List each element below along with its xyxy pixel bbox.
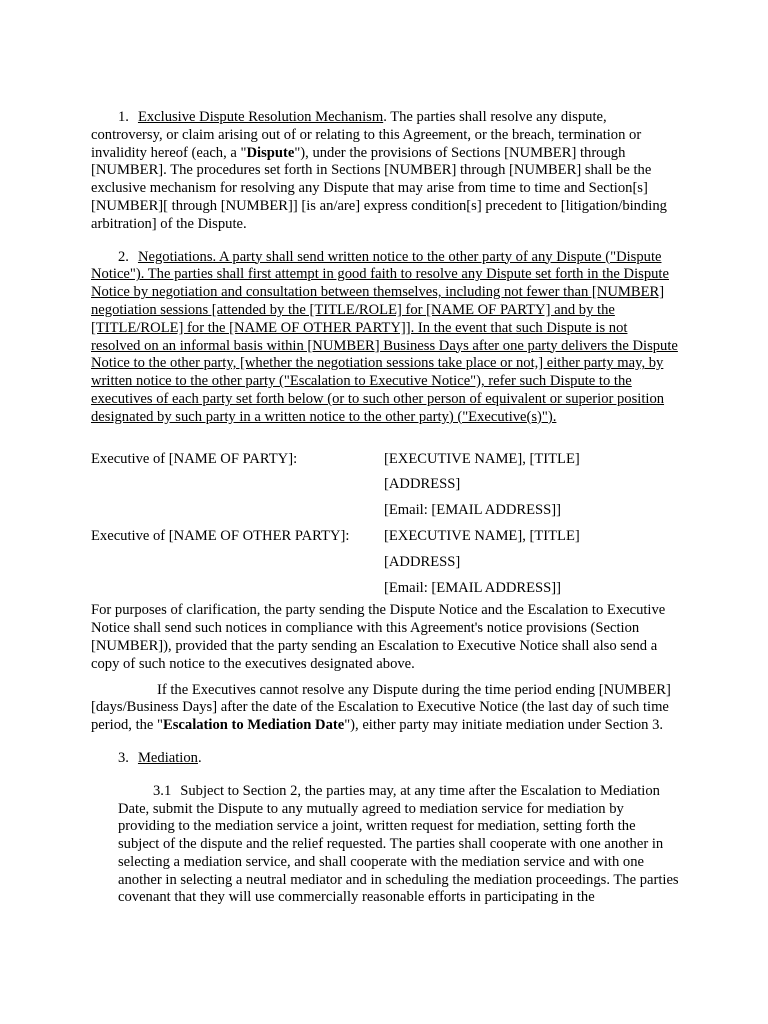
empty-cell bbox=[91, 554, 384, 572]
escalation-text-a: If the Executives cannot resolve any Dispute during the time period ending [NUMBER] [days/Business Days] after the date of the Escalation to Executive Notice (the last day of such time period, the " bbox=[91, 681, 671, 734]
section-3-1-text: Subject to Section 2, the parties may, at any time after the Escalation to Mediation Date, submit the Dispute to any mutually agreed to mediation service for mediation by providing to the mediation service a joint, written request for mediation, setting forth the subject of the dispute and the relief requested. The parties shall cooperate with one another in selecting a mediation service, and shall cooperate with the mediation service and with one another in selecting a neutral mediator and in scheduling the mediation proceedings. The parties covenant that they will use commercially reasonable efforts in participating in the bbox=[118, 782, 679, 906]
escalation-text-b: "), either party may initiate mediation under Section 3. bbox=[344, 717, 664, 734]
executive-2-email: [Email: [EMAIL ADDRESS]] bbox=[384, 579, 561, 596]
section-3-number: 3. bbox=[118, 749, 129, 766]
section-2-paragraph bbox=[91, 249, 679, 427]
executive-1-address: [ADDRESS] bbox=[384, 476, 461, 493]
section-1-paragraph bbox=[91, 109, 679, 234]
executives-table bbox=[91, 451, 679, 598]
executive-1-name-title: [EXECUTIVE NAME], [TITLE] bbox=[384, 450, 580, 467]
section-2-text: Negotiations. A party shall send written notice to the other party of any Dispute ("Dispute Notice"). The parties shall first attempt in good faith to resolve any Dispute set forth in the Dispute Notice by negotiation and consultation between themselves, including not fewer than [NUMBER] negotiation sessions [attended by the [TITLE/ROLE] for [NAME OF PARTY] and by the [TITLE/ROLE] for the [NAME OF OTHER PARTY]]. In the event that such Dispute is not resolved on an informal basis within [NUMBER] Business Days after one party delivers the Dispute Notice to the other party, [whether the negotiation sessions take place or not,] either party may, by written notice to the other party ("Escalation to Executive Notice"), refer such Dispute to the executives of each party set forth below (or to such other person of equivalent or superior position designated by such party in a written notice to the other party) ("Executive(s)"). bbox=[91, 248, 678, 425]
document-body bbox=[91, 109, 679, 907]
executive-2-name-title: [EXECUTIVE NAME], [TITLE] bbox=[384, 527, 580, 544]
executive-1-email: [Email: [EMAIL ADDRESS]] bbox=[384, 502, 561, 519]
executive-1-label: Executive of [NAME OF PARTY]: bbox=[91, 450, 298, 467]
executive-2-address: [ADDRESS] bbox=[384, 553, 461, 570]
executive-2-label: Executive of [NAME OF OTHER PARTY]: bbox=[91, 527, 350, 544]
defined-term-dispute: Dispute bbox=[246, 144, 295, 161]
escalation-paragraph bbox=[91, 682, 679, 735]
empty-cell bbox=[91, 476, 384, 494]
section-3-period: . bbox=[197, 749, 202, 766]
section-3-1-number: 3.1 bbox=[153, 782, 172, 799]
section-3-1-paragraph bbox=[118, 783, 679, 908]
section-1-number: 1. bbox=[118, 109, 129, 125]
clarification-paragraph: For purposes of clarification, the party sending the Dispute Notice and the Escalation to Executive Notice shall send such notices in compliance with this Agreement's notice provisions (Section [NUMBER]), provided that the party sending an Escalation to Executive Notice shall also send a copy of such notice to the executives designated above. bbox=[91, 602, 666, 672]
section-1-text-a: . The parties shall resolve any dispute, controversy, or claim arising out of or relating to this Agreement, or the breach, termination or invalidity hereof (each, a " bbox=[91, 109, 642, 161]
section-1-heading: Exclusive Dispute Resolution Mechanism bbox=[137, 109, 384, 125]
section-3-heading: Mediation bbox=[137, 749, 198, 766]
empty-cell bbox=[91, 502, 384, 520]
defined-term-escalation-to-mediation-date: Escalation to Mediation Date bbox=[163, 717, 345, 734]
section-2-number: 2. bbox=[118, 248, 129, 265]
empty-cell bbox=[91, 580, 384, 598]
section-3-heading-paragraph bbox=[91, 750, 679, 768]
section-1-text-b: "), under the provisions of Sections [NUMBER] through [NUMBER]. The procedures set forth in Sections [NUMBER] through [NUMBER] shall be the exclusive mechanism for resolving any Dispute that may arise from time to time and Section[s] [NUMBER][ through [NUMBER]] [is an/are] express condition[s] precedent to [litigation/binding arbitration] of the Dispute. bbox=[91, 144, 667, 232]
